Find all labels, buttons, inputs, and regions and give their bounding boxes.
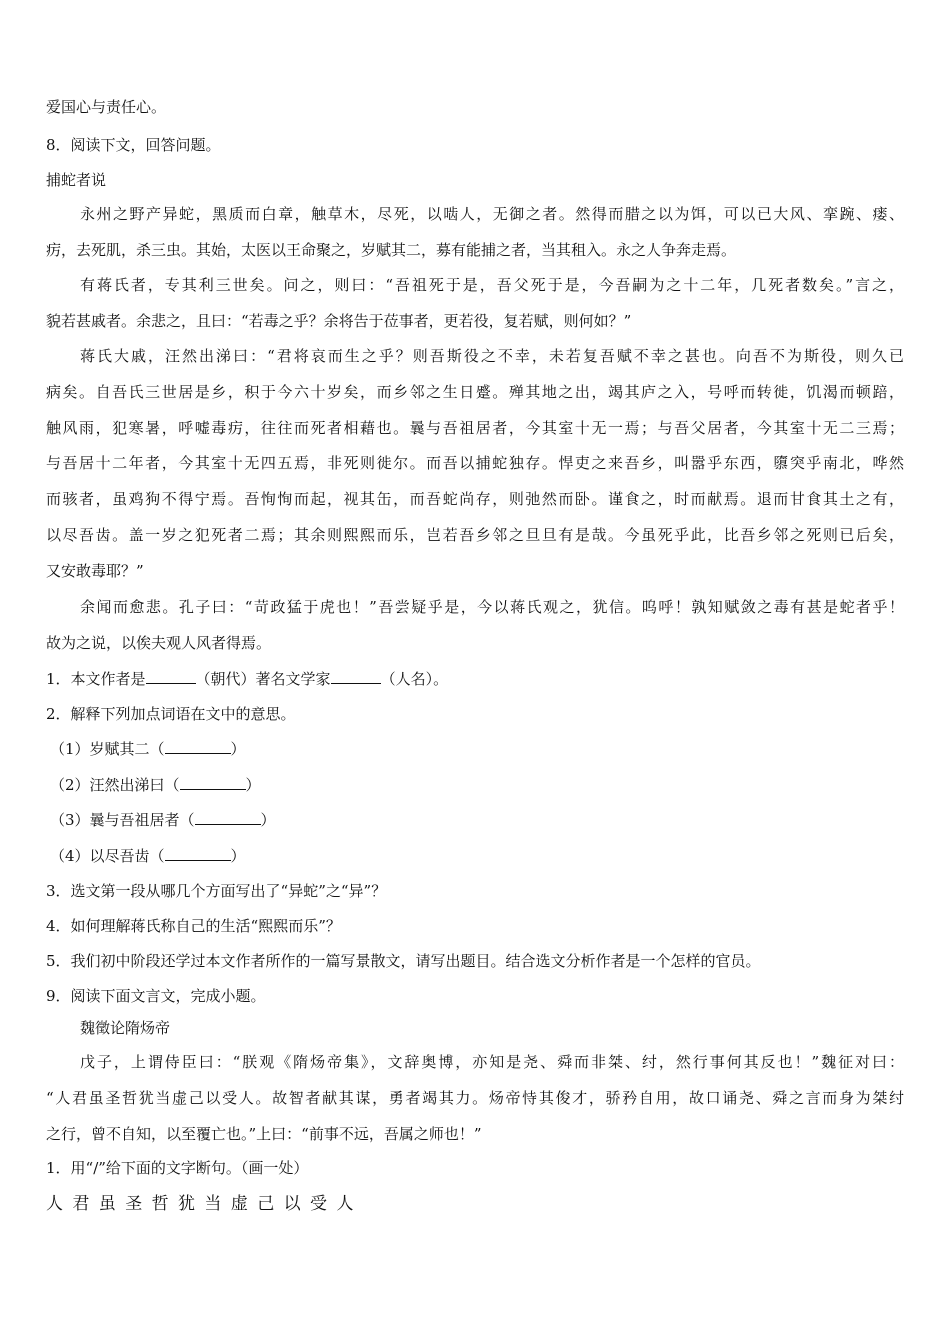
passage-line: 疠，去死肌，杀三虫。其始，太医以王命聚之，岁赋其二，募有能捕之者，当其租入。永之人争奔走焉。 xyxy=(46,241,737,259)
subquestion-5: 5．我们初中阶段还学过本文作者所作的一篇写景散文，请写出题目。结合选文分析作者是一个怎样的官员。 xyxy=(46,952,761,970)
passage-line: 余闻而愈悲。孔子曰：“苛政猛于虎也！”吾尝疑乎是，今以蒋氏观之，犹信。呜呼！孰知赋敛之毒有甚是蛇者乎！ xyxy=(80,598,904,616)
punctuation-sentence: 人 君 虽 圣 哲 犹 当 虚 己 以 受 人 xyxy=(46,1194,356,1214)
close-paren: ） xyxy=(245,776,261,794)
passage-title: 魏徵论隋炀帝 xyxy=(80,1019,171,1037)
subquestion-2: 2．解释下列加点词语在文中的意思。 xyxy=(46,705,296,723)
passage-line: 又安敢毒耶？” xyxy=(46,562,144,580)
vocab-item xyxy=(50,739,246,759)
question-8-heading: 8．阅读下文，回答问题。 xyxy=(46,136,221,154)
passage-line: 貌若甚戚者。余悲之，且曰：“若毒之乎？余将告于莅事者，更若役，复若赋，则何如？” xyxy=(46,312,632,330)
subquestion-1-part-a: 1．本文作者是 xyxy=(46,670,146,688)
passage-line: 而骇者，虽鸡狗不得宁焉。吾恂恂而起，视其缶，而吾蛇尚存，则弛然而卧。谨食之，时而献焉。退而甘食其土之有， xyxy=(46,490,904,508)
answer-blank[interactable] xyxy=(331,669,381,684)
vocab-item xyxy=(50,846,246,866)
question-9-heading: 9．阅读下面文言文，完成小题。 xyxy=(46,987,266,1005)
passage-line: 与吾居十二年者，今其室十无四五焉，非死则徙尔。而吾以捕蛇独存。悍吏之来吾乡，叫嚣乎东西，隳突乎南北，哗然 xyxy=(46,454,904,472)
passage-line: 蒋氏大戚，汪然出涕曰：“君将哀而生之乎？则吾斯役之不幸，未若复吾赋不幸之甚也。向吾不为斯役，则久已 xyxy=(80,347,904,365)
passage-line: 故为之说，以俟夫观人风者得焉。 xyxy=(46,634,272,652)
passage-line: 之行，曾不自知，以至覆亡也。”上曰：“前事不远，吾属之师也！” xyxy=(46,1125,482,1143)
answer-blank[interactable] xyxy=(165,846,231,861)
answer-blank[interactable] xyxy=(146,669,196,684)
vocab-item xyxy=(50,810,276,830)
vocab-item-label: （4）以尽吾齿（ xyxy=(50,847,165,865)
passage-line: 病矣。自吾氏三世居是乡，积于今六十岁矣，而乡邻之生日蹙。殚其地之出，竭其庐之入，号呼而转徙，饥渴而顿踣， xyxy=(46,383,904,401)
subquestion-1 xyxy=(46,669,448,689)
carry-over-text: 爱国心与责任心。 xyxy=(46,98,167,116)
close-paren: ） xyxy=(230,847,246,865)
subquestion-1-part-c: （人名）。 xyxy=(380,670,449,688)
answer-blank[interactable] xyxy=(180,775,246,790)
passage-line: 永州之野产异蛇，黑质而白章，触草木，尽死，以啮人，无御之者。然得而腊之以为饵，可以已大风、挛踠、瘘、 xyxy=(80,205,904,223)
subquestion-1-part-b: （朝代）著名文学家 xyxy=(195,670,331,688)
vocab-item-label: （3）曩与吾祖居者（ xyxy=(50,811,195,829)
vocab-item-label: （2）汪然出涕曰（ xyxy=(50,776,180,794)
passage-line: 有蒋氏者，专其利三世矣。问之，则曰：“吾祖死于是，吾父死于是，今吾嗣为之十二年，几死者数矣。”言之， xyxy=(80,276,904,294)
vocab-item xyxy=(50,775,261,795)
passage-line: “人君虽圣哲犹当虚己以受人。故智者献其谋，勇者竭其力。炀帝恃其俊才，骄矜自用，故口诵尧、舜之言而身为桀纣 xyxy=(46,1089,904,1107)
answer-blank[interactable] xyxy=(165,739,231,754)
close-paren: ） xyxy=(230,740,246,758)
q9-subquestion-1: 1．用“/”给下面的文字断句。（画一处） xyxy=(46,1159,309,1177)
passage-title: 捕蛇者说 xyxy=(46,171,107,189)
passage-line: 以尽吾齿。盖一岁之犯死者二焉；其余则熙熙而乐，岂若吾乡邻之旦旦有是哉。今虽死乎此，比吾乡邻之死则已后矣， xyxy=(46,526,904,544)
subquestion-3: 3．选文第一段从哪几个方面写出了“异蛇”之“异”？ xyxy=(46,882,387,900)
vocab-item-label: （1）岁赋其二（ xyxy=(50,740,165,758)
passage-line: 触风雨，犯寒暑，呼嘘毒疠，往往而死者相藉也。曩与吾祖居者，今其室十无一焉；与吾父居者，今其室十无二三焉； xyxy=(46,419,904,437)
passage-line: 戊子，上谓侍臣曰：“朕观《隋炀帝集》，文辞奥博，亦知是尧、舜而非桀、纣，然行事何其反也！”魏征对曰： xyxy=(80,1053,904,1071)
answer-blank[interactable] xyxy=(195,810,261,825)
close-paren: ） xyxy=(260,811,276,829)
subquestion-4: 4．如何理解蒋氏称自己的生活“熙熙而乐”？ xyxy=(46,917,341,935)
